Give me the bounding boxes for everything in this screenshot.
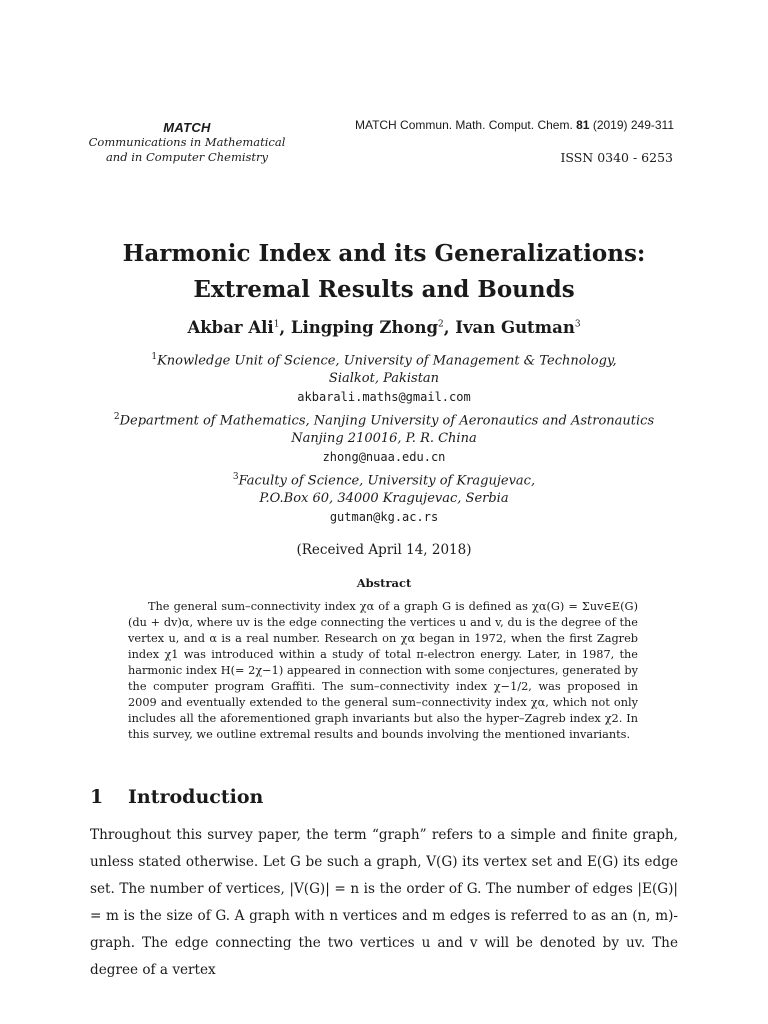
affiliation-number: 3 [232,472,239,482]
abstract-heading: Abstract [356,576,412,590]
email-link[interactable]: zhong@nuaa.edu.cn [322,450,446,465]
journal-name: MATCH [163,120,211,135]
abstract-text: The general sum–connectivity index χα of a graph G is defined as χα(G) = Σuv∈E(G)(du + dv)α, where uv is the edge connecting the vertices u and v, du is the degree of the vertex u, and α is a real number. Research on χα began in 1972, when the first Zagreb index χ1 was introduced within a study of total π-electron energy. Later, in 1987, the harmonic index H(= 2χ−1) appeared in connection with some conjectures, generated by the computer program Graffiti. The sum–connectivity index χ−1/2, was proposed in 2009 and eventually extended to the general sum–connectivity index χα, which not only includes all the aforementioned graph invariants but also the hyper–Zagreb index χ2. In this survey, we outline extremal results and bounds involving the mentioned invariants. [128,600,638,741]
received-date: (Received April 14, 2018) [296,542,472,558]
journal-subtitle-line2: and in Computer Chemistry [105,150,269,164]
affiliation-line2: P.O.Box 60, 34000 Kragujevac, Serbia [259,491,509,507]
affiliation [0,468,768,526]
author-name: Akbar Ali [187,318,274,337]
paper-title [0,236,768,308]
affiliation-line1: Faculty of Science, University of Kragujevac, [238,473,536,489]
email-link[interactable]: gutman@kg.ac.rs [329,510,439,525]
author-sup: 3 [574,319,581,330]
citation-suffix: (2019) 249-311 [592,118,674,132]
intro-text: Throughout this survey paper, the term “graph” refers to a simple and finite graph, unless stated otherwise. Let G be such a graph, V(G) its vertex set and E(G) its edge set. The number of vertices, |V(G)| = n is the order of G. The number of edges |E(G)| = m is the size of G. A graph with n vertices and m edges is referred to as an (n, m)-graph. The edge connecting the two vertices u and v will be denoted by uv. The degree of a vertex [90,827,678,978]
author-name: Lingping Zhong [290,318,438,337]
section-number: 1 [90,786,104,808]
affiliation-line1: Department of Mathematics, Nanjing University of Aeronautics and Astronautics [119,413,655,429]
affiliation-number: 1 [151,352,158,362]
section-title: Introduction [128,786,264,808]
journal-block [86,120,288,165]
affiliation-number: 2 [113,412,120,422]
intro-paragraph [90,822,678,984]
affiliation-line1: Knowledge Unit of Science, University of Management & Technology, [157,353,617,369]
section-heading [90,786,263,808]
journal-subtitle-line1: Communications in Mathematical [88,135,286,149]
affiliation-line2: Sialkot, Pakistan [328,371,440,387]
author-sep: , [279,318,291,337]
issn: ISSN 0340 - 6253 [560,150,673,165]
author-sup: 2 [438,319,444,330]
author-sup: 1 [273,319,280,330]
affiliation [0,408,768,466]
title-line-1: Harmonic Index and its Generalizations: [122,240,646,267]
author-sep: , [443,318,456,337]
email-link[interactable]: akbarali.maths@gmail.com [297,390,471,405]
citation-prefix: MATCH Commun. Math. Comput. Chem. [354,118,573,132]
title-line-2: Extremal Results and Bounds [193,276,575,303]
author-list [0,318,768,337]
citation-volume: 81 [576,118,590,132]
affiliation [0,348,768,406]
author-name: Ivan Gutman [455,318,575,337]
abstract [128,599,638,743]
affiliation-line2: Nanjing 210016, P. R. China [291,431,477,447]
citation [355,118,674,132]
